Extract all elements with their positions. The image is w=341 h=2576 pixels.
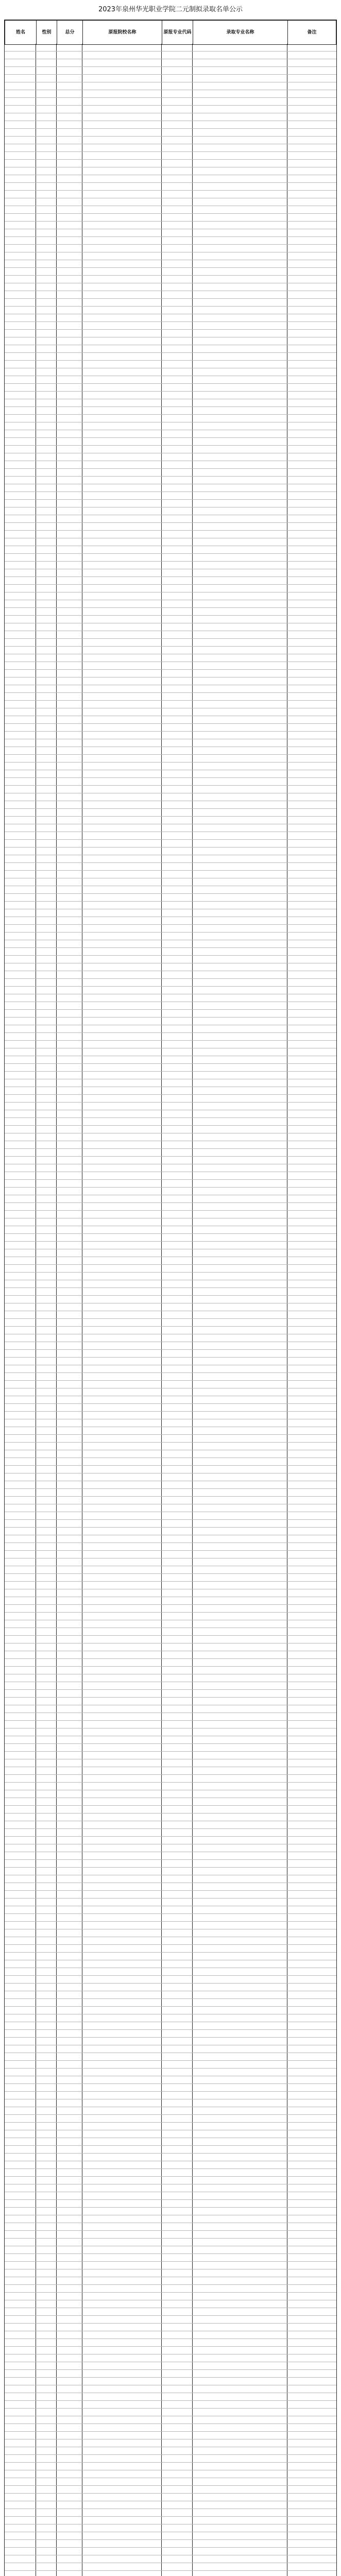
column-header-major-code: 原报专业代码 [162,21,193,45]
column-header-score: 总分 [57,21,83,45]
column-header-name: 姓名 [5,21,37,45]
admission-table [4,20,337,2576]
column-header-major-name: 录取专业名称 [193,21,288,45]
table-header [5,20,336,45]
column-header-school: 原报院校名称 [83,21,162,45]
column-header-remarks: 备注 [288,21,336,45]
header-row [5,21,336,45]
column-header-gender: 性别 [37,21,57,45]
page-title: 2023年泉州华光职业学院二元制拟录取名单公示 [98,6,243,13]
table-body [5,44,336,2576]
